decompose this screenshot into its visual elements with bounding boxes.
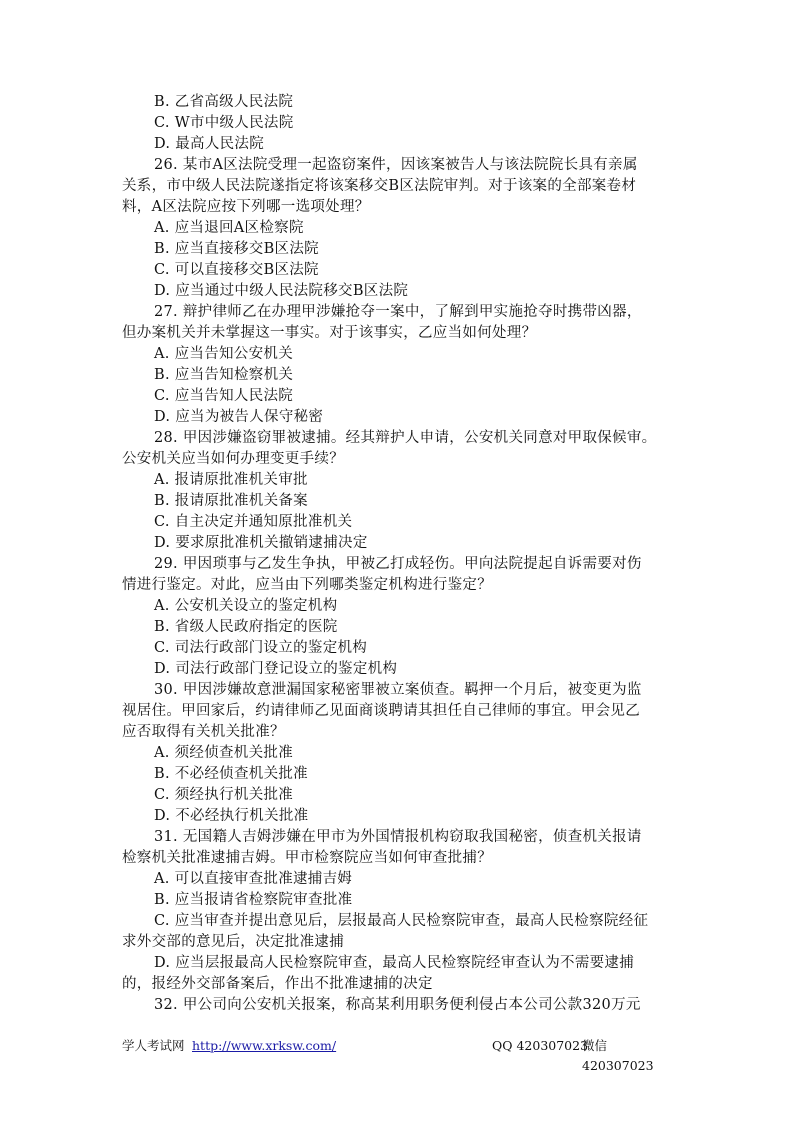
question-line: 26. 某市A区法院受理一起盗窃案件，因该案被告人与该法院院长具有亲属 [154,157,638,173]
footer-site-link[interactable]: http://www.xrksw.com/ [192,1038,337,1053]
page-footer [122,1036,682,1073]
question-continuation-line: 视居住。甲回家后，约请律师乙见面商谈聘请其担任自己律师的事宜。甲会见乙 [122,703,640,719]
answer-option-line: B. 乙省高级人民法院 [154,94,294,110]
question-continuation-line: 情进行鉴定。对此，应当由下列哪类鉴定机构进行鉴定？ [122,577,492,593]
answer-option-line: B. 报请原批准机关备案 [154,493,308,509]
footer-wechat: 微信 420307023 [582,1038,654,1073]
answer-option-line: C. 可以直接移交B区法院 [154,262,319,278]
question-continuation-line: 求外交部的意见后，决定批准逮捕 [122,934,344,950]
question-continuation-line: 的，报经外交部备案后，作出不批准逮捕的决定 [122,976,433,992]
question-line: 31. 无国籍人吉姆涉嫌在甲市为外国情报机构窃取我国秘密，侦查机关报请 [154,829,642,845]
answer-option-line: B. 应当告知检察机关 [154,367,294,383]
answer-option-line: D. 司法行政部门登记设立的鉴定机构 [154,661,398,677]
footer-site-name: 学人考试网 [122,1038,185,1053]
answer-option-line: B. 省级人民政府指定的医院 [154,619,338,635]
footer-qq: QQ 420307023 [492,1038,589,1053]
answer-option-line: A. 应当告知公安机关 [154,346,293,362]
answer-option-line: D. 应当通过中级人民法院移交B区法院 [154,283,409,299]
answer-option-line: D. 最高人民法院 [154,136,265,152]
answer-option-line: B. 应当报请省检察院审查批准 [154,892,353,908]
question-continuation-line: 公安机关应当如何办理变更手续？ [122,451,344,467]
question-continuation-line: 关系，市中级人民法院遂指定将该案移交B区法院审判。对于该案的全部案卷材 [122,178,637,194]
answer-option-line: D. 应当层报最高人民检察院审查，最高人民检察院经审查认为不需要逮捕 [154,955,635,971]
answer-option-line: A. 报请原批准机关审批 [154,472,308,488]
question-line: 28. 甲因涉嫌盗窃罪被逮捕。经其辩护人申请，公安机关同意对甲取保候审。 [154,430,657,446]
answer-option-line: C. 自主决定并通知原批准机关 [154,514,353,530]
answer-option-line: C. 应当审查并提出意见后，层报最高人民检察院审查，最高人民检察院经征 [154,913,649,929]
question-line: 27. 辩护律师乙在办理甲涉嫌抢夺一案中，了解到甲实施抢夺时携带凶器， [154,304,642,320]
question-line: 32. 甲公司向公安机关报案，称高某利用职务便利侵占本公司公款320万元 [154,997,641,1013]
answer-option-line: B. 应当直接移交B区法院 [154,241,319,257]
question-line: 30. 甲因涉嫌故意泄漏国家秘密罪被立案侦查。羁押一个月后，被变更为监 [154,682,642,698]
answer-option-line: C. 须经执行机关批准 [154,787,294,803]
answer-option-line: A. 公安机关设立的鉴定机构 [154,598,338,614]
answer-option-line: B. 不必经侦查机关批准 [154,766,308,782]
question-continuation-line: 但办案机关并未掌握这一事实。对于该事实，乙应当如何处理？ [122,325,537,341]
answer-option-line: A. 可以直接审查批准逮捕吉姆 [154,871,353,887]
answer-option-line: D. 要求原批准机关撤销逮捕决定 [154,535,368,551]
question-line: 29. 甲因琐事与乙发生争执，甲被乙打成轻伤。甲向法院提起自诉需要对伤 [154,556,642,572]
answer-option-line: C. 司法行政部门设立的鉴定机构 [154,640,368,656]
question-continuation-line: 料，A区法院应按下列哪一选项处理？ [122,199,370,215]
answer-option-line: A. 须经侦查机关批准 [154,745,293,761]
answer-option-line: C. 应当告知人民法院 [154,388,294,404]
page-body [122,92,682,1016]
answer-option-line: D. 不必经执行机关批准 [154,808,309,824]
answer-option-line: C. W市中级人民法院 [154,115,294,131]
answer-option-line: D. 应当为被告人保守秘密 [154,409,324,425]
answer-option-line: A. 应当退回A区检察院 [154,220,304,236]
question-continuation-line: 检察机关批准逮捕吉姆。甲市检察院应当如何审查批捕？ [122,850,492,866]
question-continuation-line: 应否取得有关机关批准？ [122,724,285,740]
